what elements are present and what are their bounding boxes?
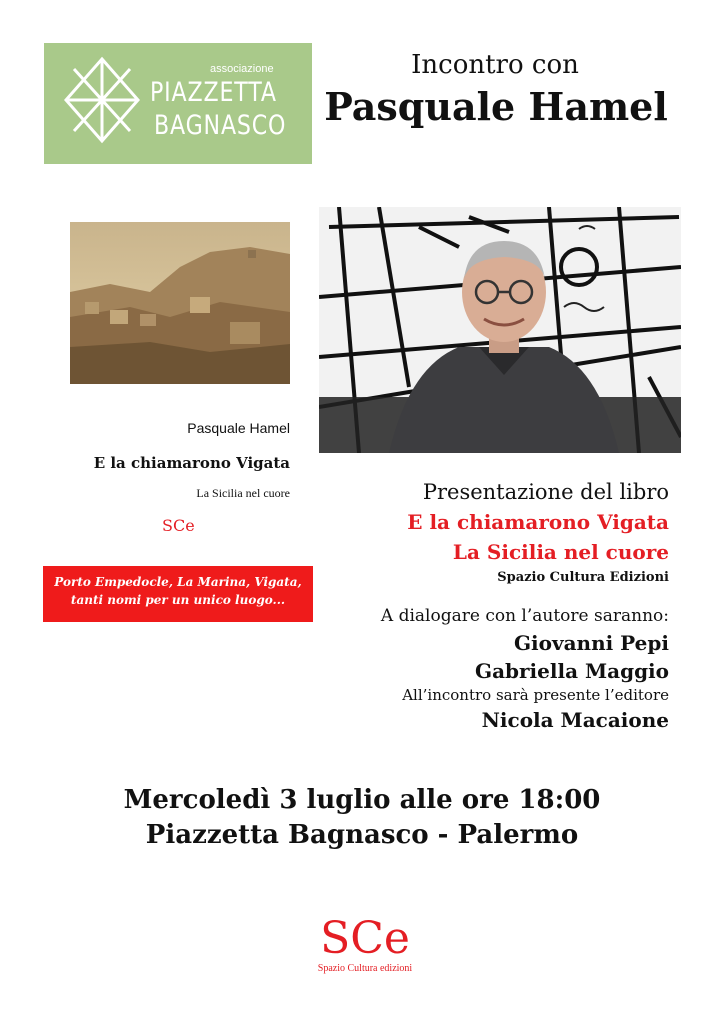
publisher-logo-caption: Spazio Cultura edizioni (317, 963, 413, 974)
speaker-name: Giovanni Pepi (513, 631, 669, 655)
association-logo (44, 43, 312, 164)
event-datetime: Mercoledì 3 luglio alle ore 18:00 (123, 785, 601, 815)
cover-publisher-logo (162, 516, 198, 536)
speaker-name: Gabriella Maggio (474, 659, 669, 683)
banner-line-2: tanti nomi per un unico luogo... (70, 593, 286, 607)
event-place: Piazzetta Bagnasco - Palermo (145, 820, 579, 850)
banner-line-1: Porto Empedocle, La Marina, Vigata, (54, 575, 302, 589)
cover-landscape-painting (70, 222, 290, 384)
publisher-logo-mark: SCe (320, 913, 410, 964)
cover-title: E la chiamarono Vigata (93, 454, 290, 472)
presentation-label: Presentazione del libro (422, 480, 669, 504)
star-mark-icon (62, 55, 142, 145)
cover-subtitle: La Sicilia nel cuore (196, 486, 290, 500)
logo-association-label: associazione (210, 63, 274, 75)
logo-line-1: PIAZZETTA (150, 77, 277, 108)
dialog-label: A dialogare con l’autore saranno: (380, 606, 669, 626)
intro-heading: Incontro con (411, 50, 579, 80)
cover-author: Pasquale Hamel (187, 420, 290, 436)
book-subtitle: La Sicilia nel cuore (452, 540, 669, 564)
editor-name: Nicola Macaione (481, 708, 669, 732)
logo-line-2: BAGNASCO (154, 110, 287, 141)
cover-publisher-mark: SCe (162, 516, 195, 535)
editor-label: All’incontro sarà presente l’editore (402, 686, 669, 704)
author-heading: Pasquale Hamel (324, 84, 668, 129)
author-portrait-photo (319, 207, 681, 453)
book-title: E la chiamarono Vigata (407, 510, 669, 534)
publisher-logo (310, 905, 420, 977)
tagline-banner (43, 566, 313, 622)
publisher-name: Spazio Cultura Edizioni (497, 570, 669, 585)
